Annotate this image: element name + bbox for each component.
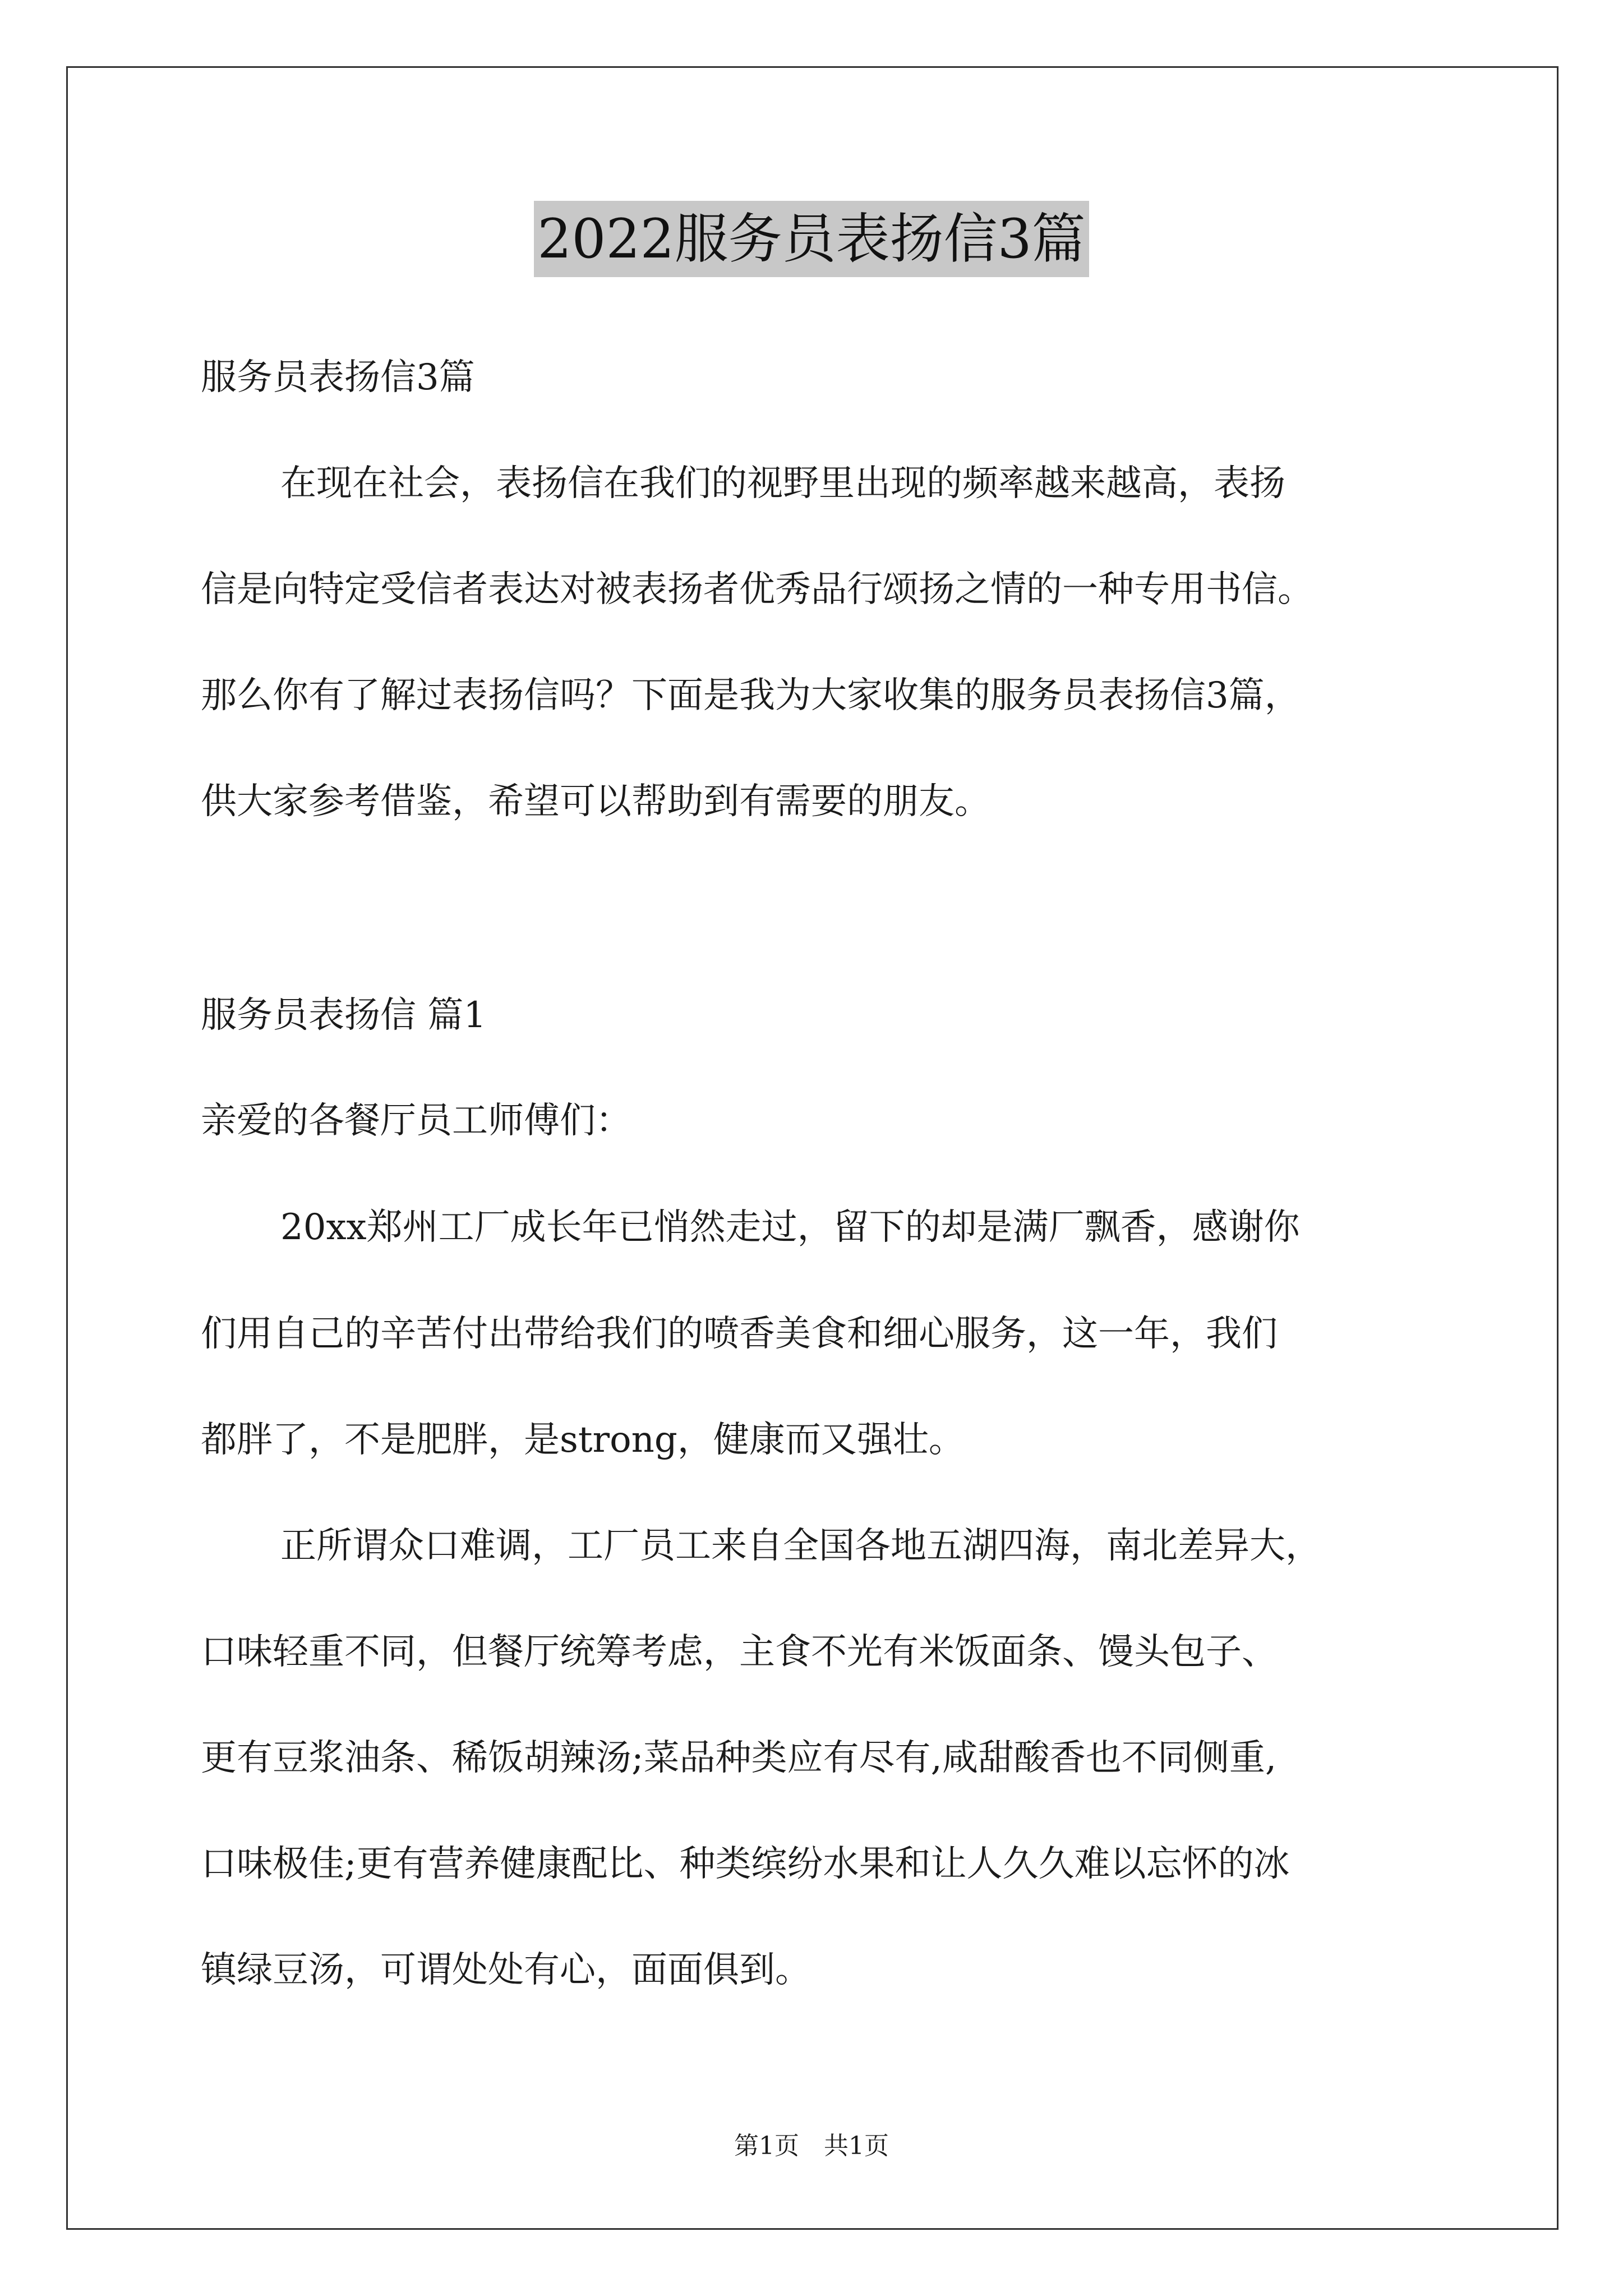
body-line-5: 口味轻重不同，但餐厅统筹考虑，主食不光有米饭面条、馒头包子、: [201, 1631, 1278, 1673]
body-line-3: 都胖了，不是肥胖，是strong，健康而又强壮。: [201, 1419, 965, 1461]
section-heading: 服务员表扬信 篇1: [201, 995, 487, 1036]
body-line-7: 口味极佳;更有营养健康配比、种类缤纷水果和让人久久难以忘怀的冰: [201, 1843, 1290, 1885]
page-footer: 第1页 共1页: [734, 2132, 889, 2160]
body-line-8: 镇绿豆汤，可谓处处有心，面面俱到。: [201, 1949, 811, 1991]
body-line-4: 正所谓众口难调，工厂员工来自全国各地五湖四海，南北差异大，: [280, 1525, 1321, 1567]
body-line-2: 们用自己的辛苦付出带给我们的喷香美食和细心服务，这一年，我们: [201, 1313, 1278, 1355]
intro-line-4: 供大家参考借鉴，希望可以帮助到有需要的朋友。: [201, 781, 990, 822]
salutation: 亲爱的各餐厅员工师傅们：: [201, 1100, 631, 1142]
subtitle-line: 服务员表扬信3篇: [201, 357, 475, 398]
title-container: [0, 201, 1623, 277]
intro-line-3: 那么你有了解过表扬信吗？下面是我为大家收集的服务员表扬信3篇，: [201, 675, 1301, 716]
intro-line-1: 在现在社会，表扬信在我们的视野里出现的频率越来越高，表扬: [280, 463, 1285, 504]
body-line-1: 20xx郑州工厂成长年已悄然走过，留下的却是满厂飘香，感谢你: [280, 1207, 1300, 1248]
intro-line-2: 信是向特定受信者表达对被表扬者优秀品行颂扬之情的一种专用书信。: [201, 569, 1313, 610]
document-title: 2022服务员表扬信3篇: [534, 201, 1089, 277]
body-line-6: 更有豆浆油条、稀饭胡辣汤;菜品种类应有尽有,咸甜酸香也不同侧重,: [201, 1737, 1277, 1779]
